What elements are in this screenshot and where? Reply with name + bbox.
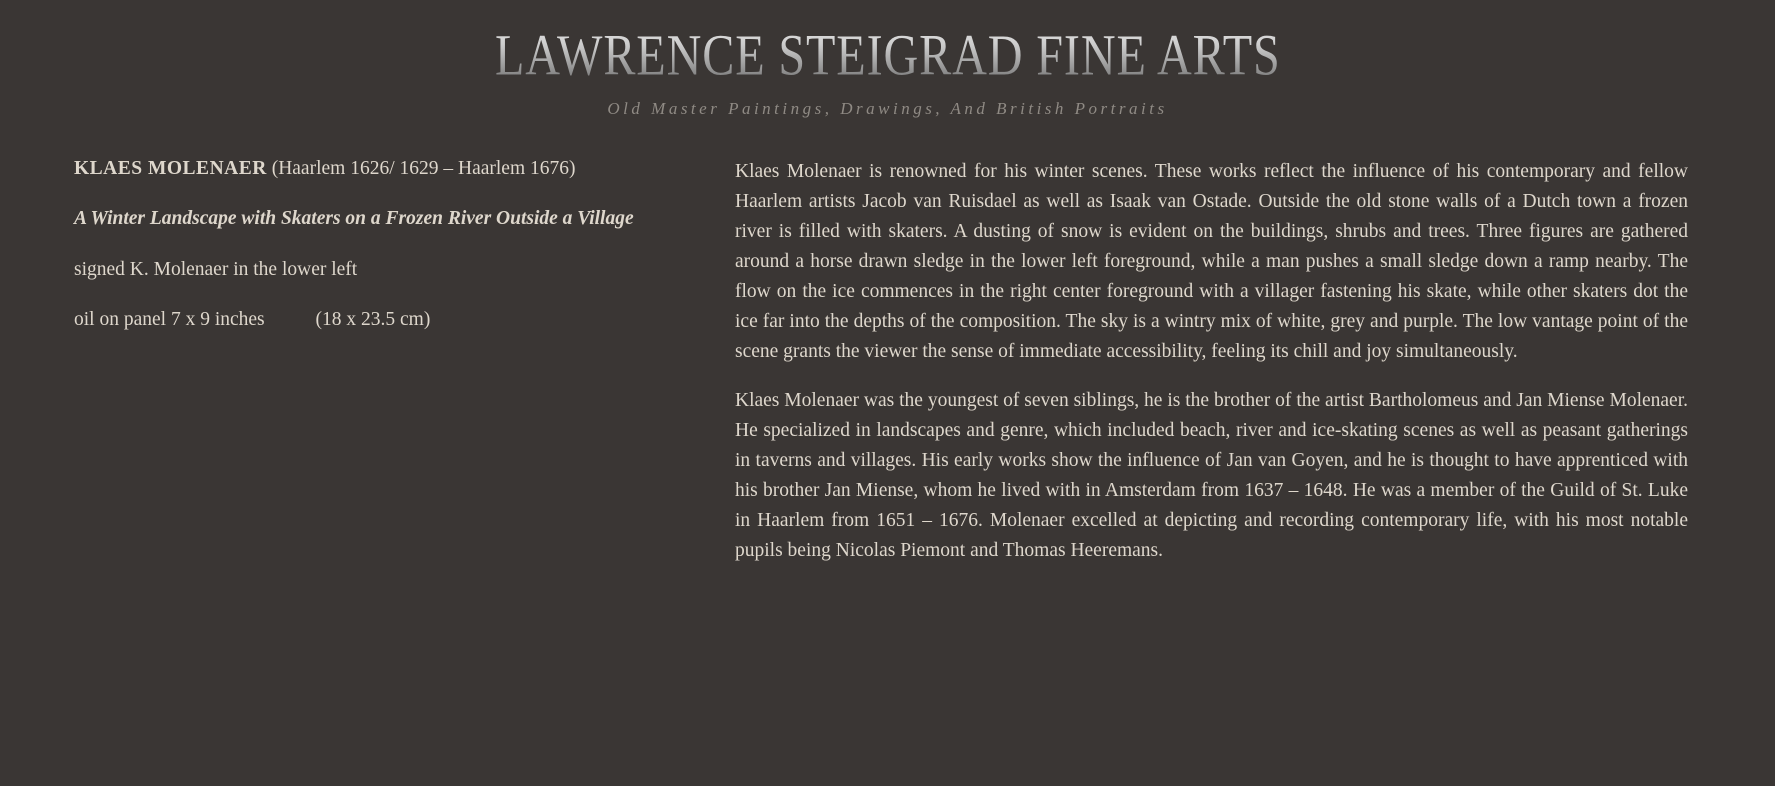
signature-note: signed K. Molenaer in the lower left — [74, 258, 358, 280]
site-title — [0, 23, 1775, 89]
site-subtitle: Old Master Paintings, Drawings, And British Portraits — [607, 99, 1168, 118]
site-header — [0, 0, 1775, 119]
description-paragraph-2: Klaes Molenaer was the youngest of seven siblings, he is the brother of the artist Bartholomeus and Jan Miense Molenaer. He specialized in landscapes and genre, which included beach, river and ice-skating scenes as well as peasant gatherings in taverns and villages. His early works show the influence of Jan van Goyen, and he is thought to have apprenticed with his brother Jan Miense, whom he lived with in Amsterdam from 1637 – 1648. He was a member of the Guild of St. Luke in Haarlem from 1651 – 1676. Molenaer excelled at depicting and recording contemporary life, with his most notable pupils being Nicolas Piemont and Thomas Heeremans. — [735, 390, 1688, 561]
site-title-text: LAWRENCE STEIGRAD FINE ARTS — [494, 23, 1281, 89]
artist-line — [74, 157, 699, 180]
medium-and-size: oil on panel 7 x 9 inches — [74, 309, 265, 331]
description-paragraph-1: Klaes Molenaer is renowned for his winter scenes. These works reflect the influence of his contemporary and fellow Haarlem artists Jacob van Ruisdael as well as Isaak van Ostade. Outside the old stone walls of a Dutch town a frozen river is filled with skaters. A dusting of snow is evident on the buildings, shrubs and trees. Three figures are gathered around a horse drawn sledge in the lower left foreground, while a man pushes a small sledge down a ramp nearby. The flow on the ice commences in the right center foreground with a villager fastening his skate, while other skaters dot the ice far into the depths of the composition. The sky is a wintry mix of white, grey and purple. The low vantage point of the scene grants the viewer the sense of immediate accessibility, feeling its chill and joy simultaneously. — [735, 161, 1688, 362]
artwork-detail — [0, 157, 1775, 585]
artwork-info — [74, 157, 699, 585]
artwork-title: A Winter Landscape with Skaters on a Frozen River Outside a Village — [74, 208, 634, 230]
artist-name: KLAES MOLENAER — [74, 158, 267, 179]
artwork-description — [735, 157, 1688, 585]
artist-dates: (Haarlem 1626/ 1629 – Haarlem 1676) — [271, 158, 576, 179]
metric-size: (18 x 23.5 cm) — [315, 309, 431, 331]
medium-line — [74, 308, 699, 331]
